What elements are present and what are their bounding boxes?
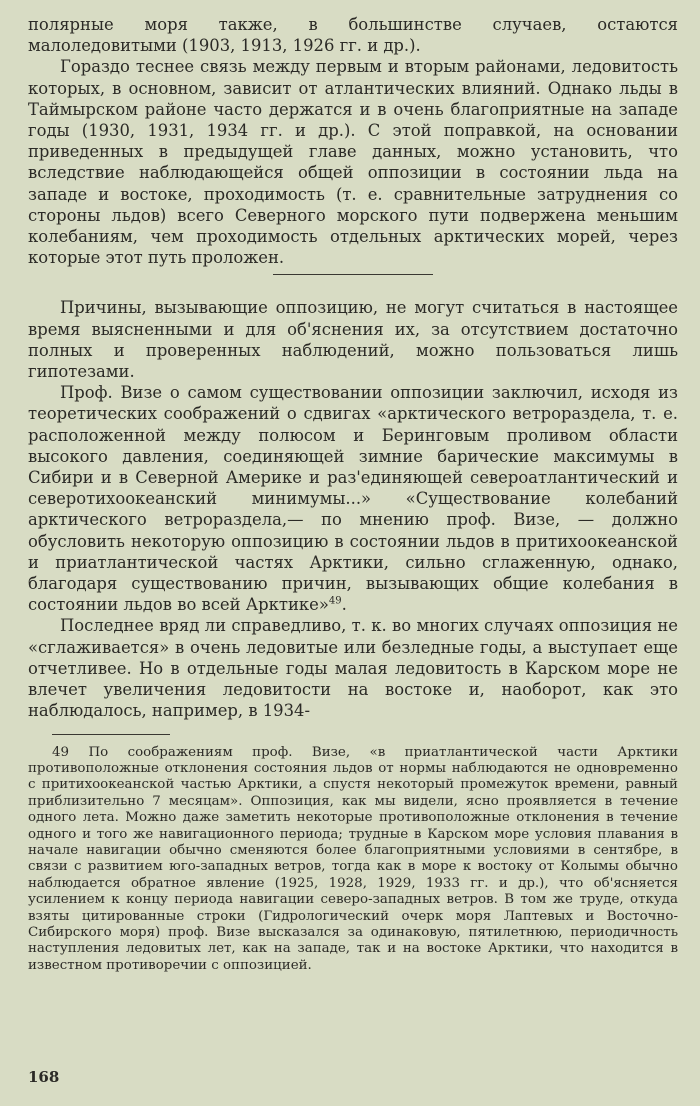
paragraph-4: Проф. Визе о самом существовании оппозиции заключил, исходя из теоретических соображений о сдвигах «арктического ветрораздела, т. е. расположенной между полюсом и Беринговым проливом области высокого давления, соединяющей зимние барические максимумы в Сибири и в Северной Америке и раз'единяющей североатлантический и северотихоокеанский минимумы...» «Существование колебаний арктического ветрораздела,— по мнению проф. Визе, — должно обусловить некоторую оппозицию в состоянии льдов в притихоокеанской и приатлантической частях Арктики, сильно сглаженную, однако, благодаря существованию причин, вызывающих общие колебания в состоянии льдов во всей Арктике»$^{49}$.	[28, 383, 678, 615]
footnote-number: 49	[52, 744, 70, 760]
paragraph-1: полярные моря также, в большинстве случаев, остаются малоледовитыми (1903, 1913, 1926 гг. и др.).	[28, 15, 678, 56]
footnote-divider	[52, 734, 170, 735]
page-number: 168	[28, 1068, 60, 1086]
paragraph-5: Последнее вряд ли справедливо, т. к. во многих случаях оппозиция не «сглаживается» в очень ледовитые или безледные годы, а выступает еще отчетливее. Но в отдельные годы малая ледовитость в Карском море не влечет увеличения ледовитости на востоке и, наоборот, как это наблюдалось, например, в 1934-	[28, 616, 678, 721]
book-page	[28, 14, 678, 1094]
footnote-ref: 49	[328, 595, 342, 607]
footnote-text	[28, 745, 678, 975]
paragraph-2: Гораздо теснее связь между первым и вторым районами, ледовитость которых, в основном, зависит от атлантических влияний. Однако льды в Таймырском районе часто держатся и в очень благоприятные на западе годы (1930, 1931, 1934 гг. и др.). С этой поправкой, на основании приведенных в предыдущей главе данных, можно установить, что вследствие наблюдающейся общей оппозиции в состоянии льда на западе и востоке, проходимость (т. е. сравнительные затруднения со стороны льдов) всего Северного морского пути подвержена меньшим колебаниям, чем проходимость отдельных арктических морей, через которые этот путь проложен.	[28, 57, 678, 268]
paragraph-3: Причины, вызывающие оппозицию, не могут считаться в настоящее время выясненными и для об'яснения их, за отсутствием достаточно полных и проверенных наблюдений, можно пользоваться лишь гипотезами.	[28, 298, 678, 382]
footnote-body: По соображениям проф. Визе, «в приатлантической части Арктики противоположные отклонения состояния льдов от нормы наблюдаются не одновременно с притихоокеанской частью Арктики, а спустя некоторый промежуток времени, равный приблизительно 7 месяцам». Оппозиция, как мы видели, ясно проявляется в течение одного лета. Можно даже заметить некоторые противоположные отклонения в течение одного и того же навигационного периода; трудные в Карском море условия плавания в начале навигации обычно сменяются более благоприятными условиями в сентябре, в связи с развитием юго-западных ветров, тогда как в море к востоку от Колымы обычно наблюдается обратное явление (1925, 1928, 1929, 1933 гг. и др.), что об'ясняется усилением к концу периода навигации северо-западных ветров. В том же труде, откуда взяты цитированные строки (Гидрологический очерк моря Лаптевых и Восточно-Сибирского моря) проф. Визе высказался за одинаковую, пятилетнюю, периодичность наступления ледовитых лет, как на западе, так и на востоке Арктики, что находится в известном противоречии с оппозицией.	[28, 744, 678, 973]
paragraph-4-text: Проф. Визе о самом существовании оппозиции заключил, исходя из теоретических соображений о сдвигах «арктического ветрораздела, т. е. расположенной между полюсом и Беринговым проливом области высокого давления, соединяющей зимние барические максимумы в Сибири и в Северной Америке и раз'единяющей североатлантический и северотихоокеанский минимумы...» «Существование колебаний арктического ветрораздела,— по мнению проф. Визе, — должно обусловить некоторую оппозицию в состоянии льдов в притихоокеанской и приатлантической частях Арктики, сильно сглаженную, однако, благодаря существованию причин, вызывающих общие колебания в состоянии льдов во всей Арктике»	[28, 383, 678, 615]
footnote	[28, 745, 678, 975]
main-text	[28, 14, 678, 722]
